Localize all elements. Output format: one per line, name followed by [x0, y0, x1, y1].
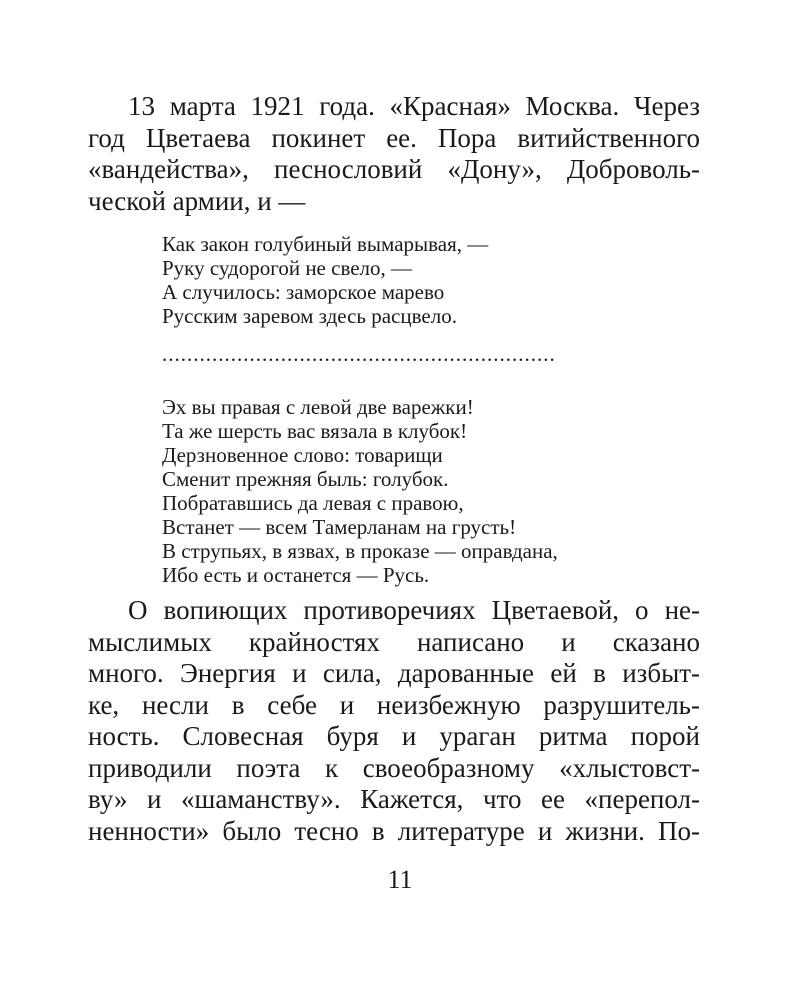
poem-verse: Сменит прежняя быль: голубок. — [162, 467, 449, 491]
poem-verse: Эх вы правая с левой две варежки! — [162, 395, 474, 419]
poem-verse: Встанет — всем Тамерланам на грусть! — [162, 515, 517, 539]
poem-verse: Ибо есть и останется — Русь. — [162, 563, 430, 587]
poem-omission-dots: ............................................................... — [162, 342, 556, 366]
intro-line: 13 марта 1921 года. «Красная» Москва. Через — [128, 91, 700, 121]
intro-line: год Цветаева покинет ее. Пора витийственного — [88, 122, 700, 153]
poem-verse: А случилось: заморское марево — [162, 280, 445, 304]
poem-stanza-2 — [162, 395, 558, 587]
poem-verse: Та же шерсть вас вязала в клубок! — [162, 419, 468, 443]
commentary-line: много. Энергия и сила, дарованные ей в избыт- — [88, 658, 700, 688]
commentary-line: ву» и «шаманству». Кажется, что ее «перепол- — [88, 784, 700, 814]
commentary-paragraph — [88, 595, 700, 847]
commentary-line: ность. Словесная буря и ураган ритма порой — [88, 721, 700, 751]
poem-verse: В струпьях, в язвах, в проказе — оправдана, — [162, 539, 558, 563]
commentary-line: мыслимых крайностях написано и сказано — [88, 626, 700, 657]
intro-paragraph — [88, 91, 700, 217]
commentary-line: приводили поэта к своеобразному «хлыстовст- — [88, 752, 700, 783]
poem-verse: Дерзновенное слово: товарищи — [162, 443, 443, 467]
poem-verse: Руку судорогой не свело, — — [162, 256, 413, 280]
poem-stanza-1 — [162, 232, 488, 328]
intro-line: ческой армии, и — — [88, 185, 306, 216]
poem-verse: Как закон голубиный вымарывая, — — [162, 232, 489, 256]
intro-line: «вандейства», песнословий «Дону», Доброволь- — [88, 154, 700, 184]
commentary-line: ненности» было тесно в литературе и жизни. По- — [88, 815, 700, 846]
poem-verse: Русским заревом здесь расцвело. — [162, 304, 457, 328]
poem-verse: Побратавшись да левая с правою, — [162, 491, 464, 515]
commentary-line: О вопиющих противоречиях Цветаевой, о не- — [128, 595, 700, 625]
page-number: 11 — [387, 865, 413, 894]
commentary-line: ке, несли в себе и неизбежную разрушитель- — [88, 689, 700, 720]
